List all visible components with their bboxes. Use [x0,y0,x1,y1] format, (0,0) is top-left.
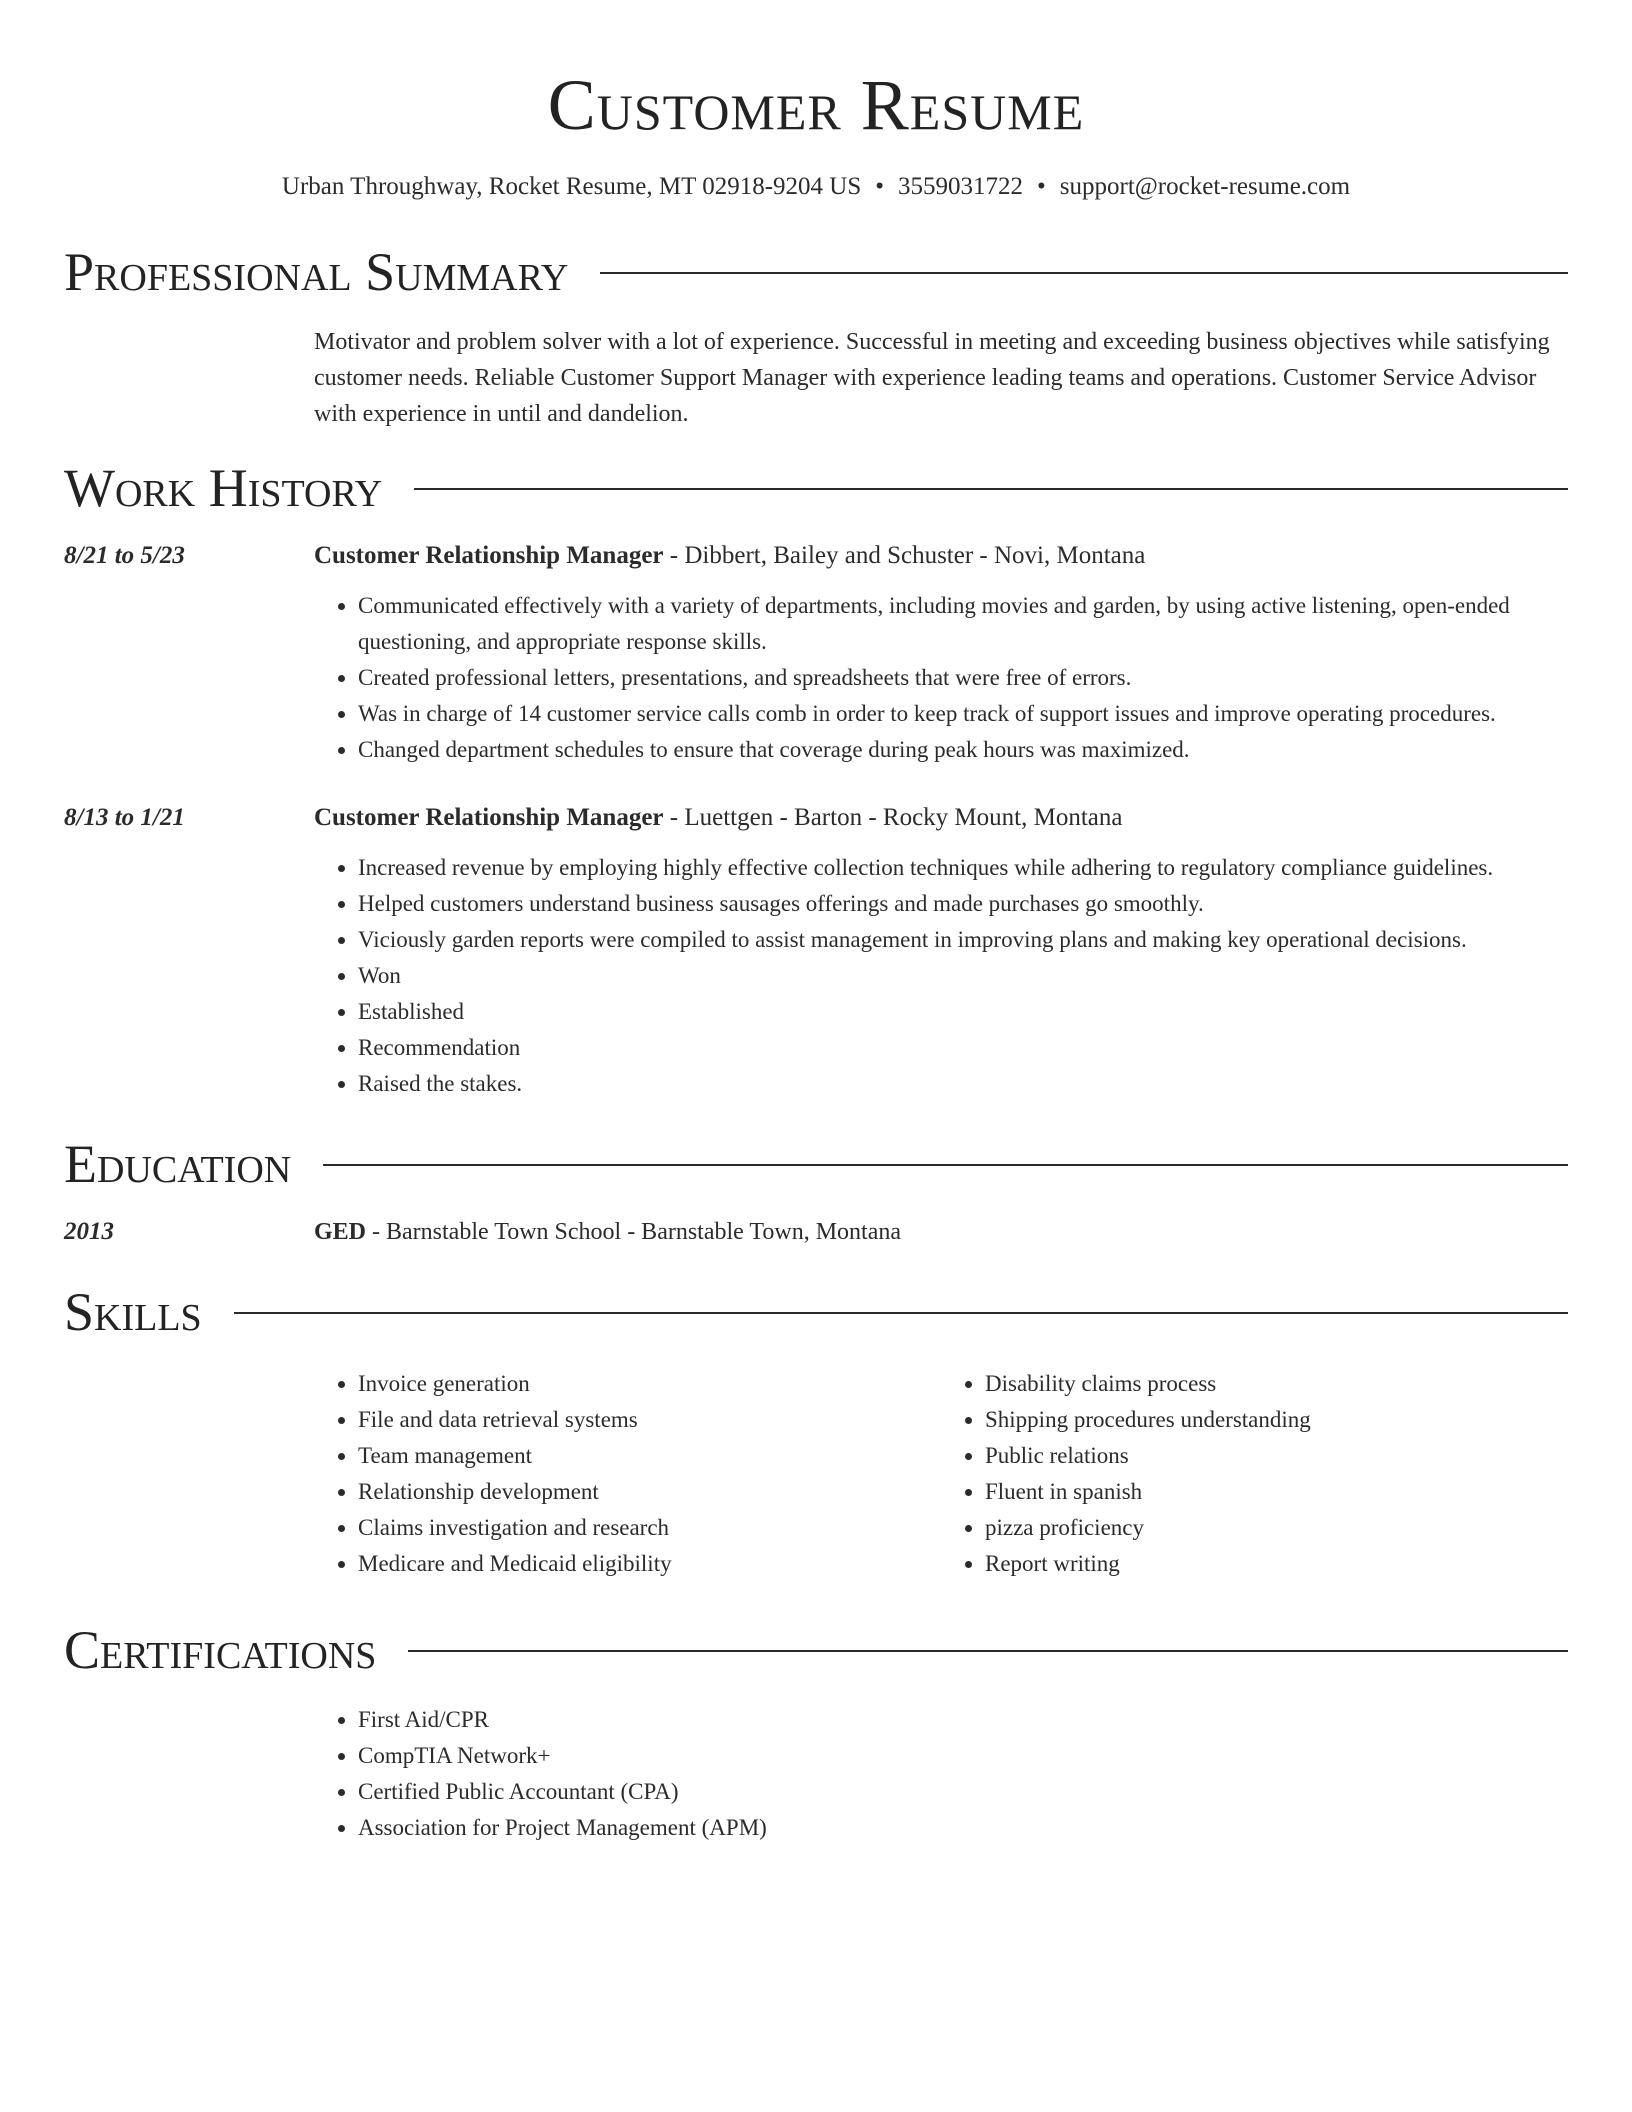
certification-item: • Association for Project Management (APM) [358,1810,1568,1846]
skill-item: • Report writing [985,1546,1568,1582]
skills-row [64,1344,1568,1582]
certification-item: • First Aid/CPR [358,1702,1568,1738]
job-employer: - Dibbert, Bailey and Schuster - Novi, Montana [663,542,1146,569]
certifications-list [314,1702,1568,1846]
section-title-skills: Skills [64,1282,202,1342]
contact-separator: • [875,173,885,200]
skills-grid [314,1366,1568,1582]
job-bullets [314,850,1568,1102]
job-entry [64,538,1568,768]
job-bullet: • Established [358,994,1568,1030]
job-bullet: • Raised the stakes. [358,1066,1568,1102]
education-entry [64,1214,1568,1250]
certifications-body [314,1682,1568,1846]
job-bullet: • Won [358,958,1568,994]
job-title: Customer Relationship Manager [314,804,664,831]
job-heading [314,800,1568,836]
skill-item: • Fluent in spanish [985,1474,1568,1510]
skill-item: • Relationship development [358,1474,941,1510]
summary-spacer [64,304,314,432]
section-title-education: Education [64,1134,292,1194]
skills-list-right [941,1366,1568,1582]
skill-item: • File and data retrieval systems [358,1402,941,1438]
section-header-summary [64,240,1568,304]
contact-separator: • [1037,173,1046,200]
job-bullet: • Recommendation [358,1030,1568,1066]
section-divider [600,272,1568,274]
certifications-row [64,1682,1568,1846]
skills-list-left [314,1366,941,1582]
job-title: Customer Relationship Manager [314,542,664,569]
certification-item: • Certified Public Accountant (CPA) [358,1774,1568,1810]
job-dates: 8/21 to 5/23 [64,542,185,569]
section-header-skills [64,1280,1568,1344]
summary-row [64,304,1568,432]
job-body [314,538,1568,768]
section-divider [323,1164,1568,1166]
skill-item: • Team management [358,1438,941,1474]
skill-item: • Claims investigation and research [358,1510,941,1546]
section-header-education [64,1132,1568,1196]
resume-page [64,0,1568,1846]
skill-item: • Disability claims process [985,1366,1568,1402]
skill-item: • Public relations [985,1438,1568,1474]
contact-phone: 3559031722 [898,173,1024,200]
education-degree: GED [314,1219,367,1245]
contact-line [64,170,1568,204]
skill-item: • Invoice generation [358,1366,941,1402]
job-employer: - Luettgen - Barton - Rocky Mount, Montana [663,804,1123,831]
education-body [314,1214,1568,1250]
work-history-list [64,538,1568,1102]
skill-item: • pizza proficiency [985,1510,1568,1546]
job-heading [314,538,1568,574]
section-divider [408,1650,1568,1652]
skill-item: • Medicare and Medicaid eligibility [358,1546,941,1582]
job-bullet: • Changed department schedules to ensure that coverage during peak hours was maximized. [358,732,1568,768]
job-bullet: • Communicated effectively with a variety of departments, including movies and garden, by using active listening, open-ended questioning, and appropriate response skills. [358,588,1568,660]
skills-spacer [64,1344,314,1582]
job-bullet: • Increased revenue by employing highly effective collection techniques while adhering to regulatory compliance guidelines. [358,850,1568,886]
certifications-spacer [64,1682,314,1846]
section-divider [414,488,1568,490]
job-bullets [314,588,1568,768]
job-bullet: • Created professional letters, presentations, and spreadsheets that were free of errors. [358,660,1568,696]
job-bullet: • Viciously garden reports were compiled to assist management in improving plans and making key operational decisions. [358,922,1568,958]
section-title-summary: Professional Summary [64,242,569,302]
summary-text: Motivator and problem solver with a lot of experience. Successful in meeting and exceeding business objectives while satisfying customer needs. Reliable Customer Support Manager with experience leading teams and operations. Customer Service Advisor with experience in until and dandelion. [314,329,1550,427]
section-header-work [64,456,1568,520]
job-bullet: • Helped customers understand business sausages offerings and made purchases go smoothly. [358,886,1568,922]
skill-item: • Shipping procedures understanding [985,1402,1568,1438]
section-header-certifications [64,1618,1568,1682]
job-entry [64,800,1568,1102]
education-list [64,1214,1568,1250]
certification-item: • CompTIA Network+ [358,1738,1568,1774]
contact-address: Urban Throughway, Rocket Resume, MT 02918-9204 US [281,173,862,200]
section-title-certifications: Certifications [64,1620,377,1680]
education-year: 2013 [64,1218,114,1245]
section-divider [234,1312,1568,1314]
education-school: - Barnstable Town School - Barnstable Town, Montana [366,1219,902,1245]
contact-email: support@rocket-resume.com [1059,173,1351,200]
candidate-name: Customer Resume [547,65,1085,145]
job-dates: 8/13 to 1/21 [64,804,185,831]
job-bullet: • Was in charge of 14 customer service calls comb in order to keep track of support issues and improve operating procedures. [358,696,1568,732]
job-body [314,800,1568,1102]
section-title-work: Work History [64,458,383,518]
